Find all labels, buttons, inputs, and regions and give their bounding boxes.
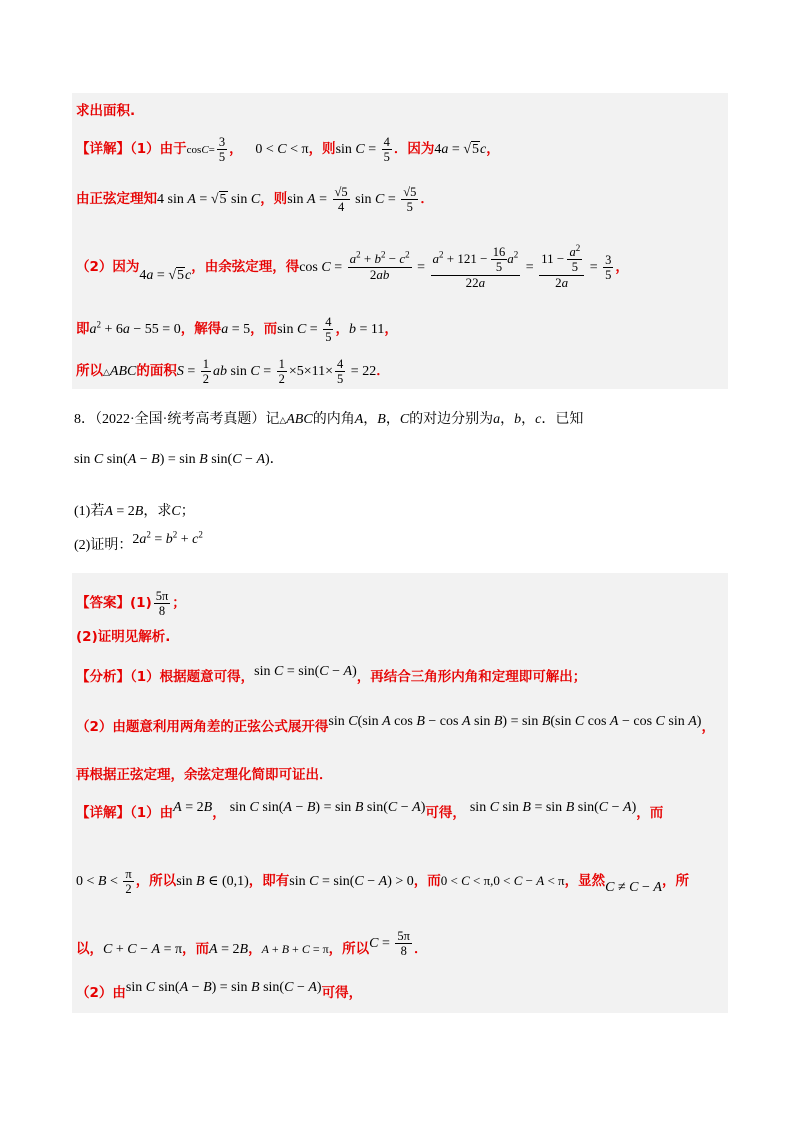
t: 再根据正弦定理，余弦定理化简即可证出．: [76, 767, 333, 783]
t: ，: [615, 259, 629, 276]
question-header: 8．（2022·全国·统考高考真题）记△ABC的内角A，B，C的对边分别为a，b，c．已知: [74, 412, 584, 427]
t: 的对边分别为: [409, 412, 494, 427]
t: 可得，: [321, 985, 363, 1001]
t: （2）由: [76, 985, 126, 1001]
t: ．: [420, 191, 434, 208]
line-detail-2: 由正弦定理知4 sin A = √5 sin C，则sin A = $\frac{√5}{4}$ sin C = $\frac{√5}{5}$ ．: [76, 185, 434, 215]
line-answer-2: [76, 631, 170, 645]
tag-answer: 【答案】: [76, 595, 130, 612]
t: (1)若: [74, 504, 105, 519]
solution-box-2: [72, 573, 728, 1013]
line-detail2-2: 0 < B < $\frac{\pi}{2}$ ，所以sin B ∈ (0,1)，即有sin C = sin(C − A) > 0，而0 < C < π,0 < C − A < π，显然C ≠ C − A，所: [76, 867, 689, 897]
t: （1）由: [130, 805, 174, 821]
t: ，求: [143, 504, 172, 519]
t: ，所: [661, 873, 689, 890]
t: ，: [500, 412, 515, 427]
t: ，而: [182, 941, 210, 958]
t: ，: [385, 412, 400, 427]
t: ，: [701, 719, 715, 735]
t: 的面积: [136, 363, 177, 380]
t: 即: [76, 321, 90, 338]
t: ，: [335, 321, 349, 338]
t: ．: [376, 363, 390, 380]
t: ；: [180, 504, 195, 519]
line-detail2-3: 以，C + C − A = π，而A = 2B，A + B + C = π，所以C = $\frac{5\pi}{8}$ ．: [76, 929, 428, 959]
t: (2)证明：: [74, 538, 133, 553]
t: 所以: [76, 363, 103, 380]
line-detail-3: （2）因为4a = √5c，由余弦定理，得cos C = $\frac{a^2 + b^2 - c^2}{2ab}$ = $a^2 + 121$ − $\frac{16}{5}$ $a^2$ 22a = 11 − $\frac{a^2}{5}$ 2a = $\frac{3}{5}$ ，: [76, 242, 629, 290]
question-equation: sin C sin(A − B) = sin B sin(C − A)．: [74, 452, 284, 467]
text-area: 求出面积.: [76, 103, 136, 119]
tag-analysis: 【分析】: [76, 669, 130, 685]
t: 的内角: [312, 412, 355, 427]
t: ，: [363, 412, 378, 427]
t: （2）由题意利用两角差的正弦公式展开得: [76, 719, 329, 735]
line-answer-1: 【答案】(1) $\frac{5\pi}{8}$ ；: [76, 589, 186, 619]
line-area: [76, 105, 135, 119]
t: 可得，: [425, 805, 466, 821]
t: ，: [486, 141, 500, 158]
t: 由正弦定理知: [76, 191, 157, 208]
t: ，所以: [328, 941, 370, 958]
t: ，: [384, 321, 398, 338]
t: ，解得: [180, 321, 222, 338]
question-part-1: (1)若A = 2B，求C；: [74, 504, 195, 519]
t: ，: [212, 805, 226, 821]
t: (2)证明见解析.: [76, 629, 171, 645]
t: （1）根据题意可得，: [130, 669, 255, 685]
t: ；: [172, 595, 186, 612]
t: ，: [521, 412, 536, 427]
line-detail-4: 即$a^2 + 6a - 55 = 0$，解得a = 5，而sin C = $\frac{4}{5}$ ，b = 11，: [76, 315, 398, 345]
t: ，而: [636, 805, 664, 821]
t: ，: [248, 941, 262, 958]
line-detail-5: 所以△ABC的面积S = $\frac{1}{2}$ ab sin C = $\frac{1}{2}$ ×5×11× $\frac{4}{5}$ = 22．: [76, 357, 390, 387]
solution-box-1: [72, 93, 728, 389]
t: ．: [413, 941, 428, 958]
t: ，则: [308, 141, 336, 158]
line-analysis-2: （2）由题意利用两角差的正弦公式展开得sin C(sin A cos B − cos A sin B) = sin B(sin C cos A − cos C sin A)，: [76, 714, 715, 735]
t: 8．（2022·全国·统考高考真题）记: [74, 412, 280, 427]
t: ，则: [260, 191, 288, 208]
line-detail2-1: 【详解】（1）由A = 2B， sin C sin(A − B) = sin B sin(C − A)可得， sin C sin B = sin B sin(C − A)，而: [76, 800, 664, 821]
tag-detail-2: 【详解】: [76, 805, 130, 821]
line-analysis-1: 【分析】（1）根据题意可得，sin C = sin(C − A)，再结合三角形内角和定理即可解出；: [76, 664, 587, 685]
t: ．已知: [541, 412, 584, 427]
line-detail-1: 【详解】（1）由于cosC= $\frac{3}{5}$ ， 0 < C < π，则sin C = $\frac{4}{5}$ ．因为4a = √5c，: [76, 135, 500, 165]
t: ，: [229, 141, 243, 158]
t: （2）因为: [76, 259, 140, 276]
t: ，所以: [135, 873, 177, 890]
t: (1): [130, 595, 152, 612]
t: ，而: [250, 321, 278, 338]
t: ，由余弦定理，得: [191, 259, 300, 276]
t: ，再结合三角形内角和定理即可解出；: [356, 669, 587, 685]
t: （1）由于: [130, 141, 187, 158]
t: ．因为: [393, 141, 435, 158]
line-detail2-4: （2）由sin C sin(A − B) = sin B sin(C − A)可得，: [76, 980, 363, 1001]
tag-detail: 【详解】: [76, 141, 130, 158]
t: ，即有: [248, 873, 290, 890]
t: ，而: [413, 873, 441, 890]
line-analysis-3: [76, 769, 333, 783]
question-part-2: (2)证明：$2a^2 = b^2 + c^2$: [74, 529, 203, 553]
t: ，显然: [564, 873, 606, 890]
t: 以，: [76, 941, 103, 958]
